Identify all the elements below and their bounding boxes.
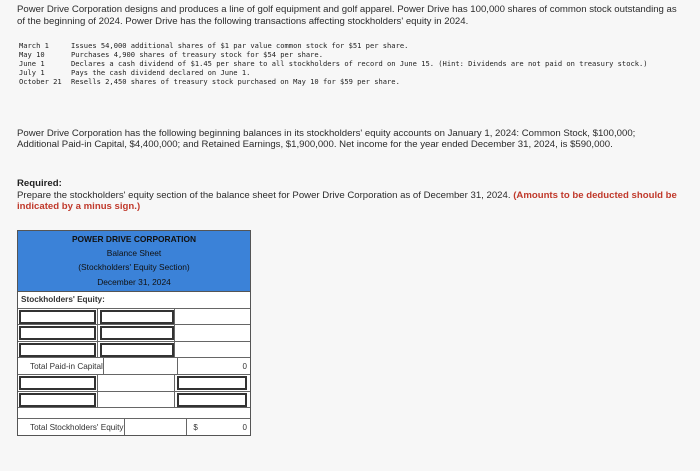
sheet-date: December 31, 2024: [97, 276, 171, 287]
total-equity-row: [18, 418, 250, 435]
equity-input-row: [18, 341, 250, 358]
transaction-description: Declares a cash dividend of $1.45 per share to all stockholders of record on June 15. (Hint: Dividends are not paid on treasury stock.): [71, 58, 648, 68]
problem-intro: Power Drive Corporation designs and produces a line of golf equipment and golf apparel. Power Drive has 100,000 shares of common stock outstanding as of the beginning of 2024. Power Drive has the following transactions affecting stockholders' equity in 2024.: [17, 4, 677, 27]
amount-input[interactable]: [177, 376, 247, 390]
equity-input-row: [18, 308, 250, 325]
equity-label: Stockholders' Equity:: [21, 295, 105, 305]
account-select[interactable]: [19, 326, 96, 340]
transaction-description: Purchases 4,900 shares of treasury stock for $54 per share.: [71, 49, 323, 59]
sheet-subtitle: (Stockholders' Equity Section): [78, 262, 190, 273]
amount-input[interactable]: [100, 326, 174, 340]
amount-input[interactable]: [100, 310, 174, 324]
total-equity-value: 0: [242, 422, 247, 432]
equity-input-row: [18, 374, 250, 391]
currency-symbol: $: [193, 422, 198, 432]
transaction-row: [19, 78, 671, 87]
table-spacer: [18, 407, 250, 418]
required-instructions: [17, 190, 677, 212]
beginning-balances: Power Drive Corporation has the following beginning balances in its stockholders' equity accounts on January 1, 2024: Common Stock, $100,000; Additional Paid-in Capital, $4,400,000; and Retained Earnings, $1,900,000. Net income for the year ended December 31, 2024, is $590,000.: [17, 128, 636, 151]
transaction-description: Pays the cash dividend declared on June 1.: [71, 67, 251, 77]
account-select[interactable]: [19, 343, 96, 357]
equity-input-row: [18, 391, 250, 408]
transaction-date: July 1: [19, 67, 45, 77]
sheet-title: Balance Sheet: [106, 248, 162, 259]
transaction-description: Resells 2,450 shares of treasury stock purchased on May 10 for $59 per share.: [71, 76, 400, 86]
required-note: (Amounts to be deducted should be indicated by a minus sign.): [17, 190, 677, 213]
equity-heading-row: [18, 291, 250, 308]
transaction-date: October 21: [19, 76, 62, 86]
company-name: POWER DRIVE CORPORATION: [71, 234, 197, 244]
transaction-list: [19, 42, 671, 87]
total-paid-in-label: Total Paid-in Capital: [30, 361, 103, 371]
transaction-date: May 10: [19, 49, 45, 59]
account-select[interactable]: [19, 310, 96, 324]
total-paid-in-row: [18, 357, 250, 374]
required-heading: Required:: [17, 178, 62, 189]
transaction-date: June 1: [19, 58, 45, 68]
balance-sheet-header: [18, 231, 250, 291]
total-equity-label: Total Stockholders' Equity: [30, 422, 124, 432]
balance-sheet-table: [17, 230, 251, 436]
amount-input[interactable]: [177, 393, 247, 407]
amount-input[interactable]: [100, 343, 174, 357]
required-text: Prepare the stockholders' equity section of the balance sheet for Power Drive Corporation as of December 31, 2024.: [17, 190, 511, 201]
account-select[interactable]: [19, 376, 96, 390]
transaction-date: March 1: [19, 41, 49, 50]
transaction-description: Issues 54,000 additional shares of $1 par value common stock for $51 per share.: [71, 41, 409, 50]
total-paid-in-value: 0: [242, 361, 247, 371]
equity-input-row: [18, 324, 250, 341]
account-select[interactable]: [19, 393, 96, 407]
